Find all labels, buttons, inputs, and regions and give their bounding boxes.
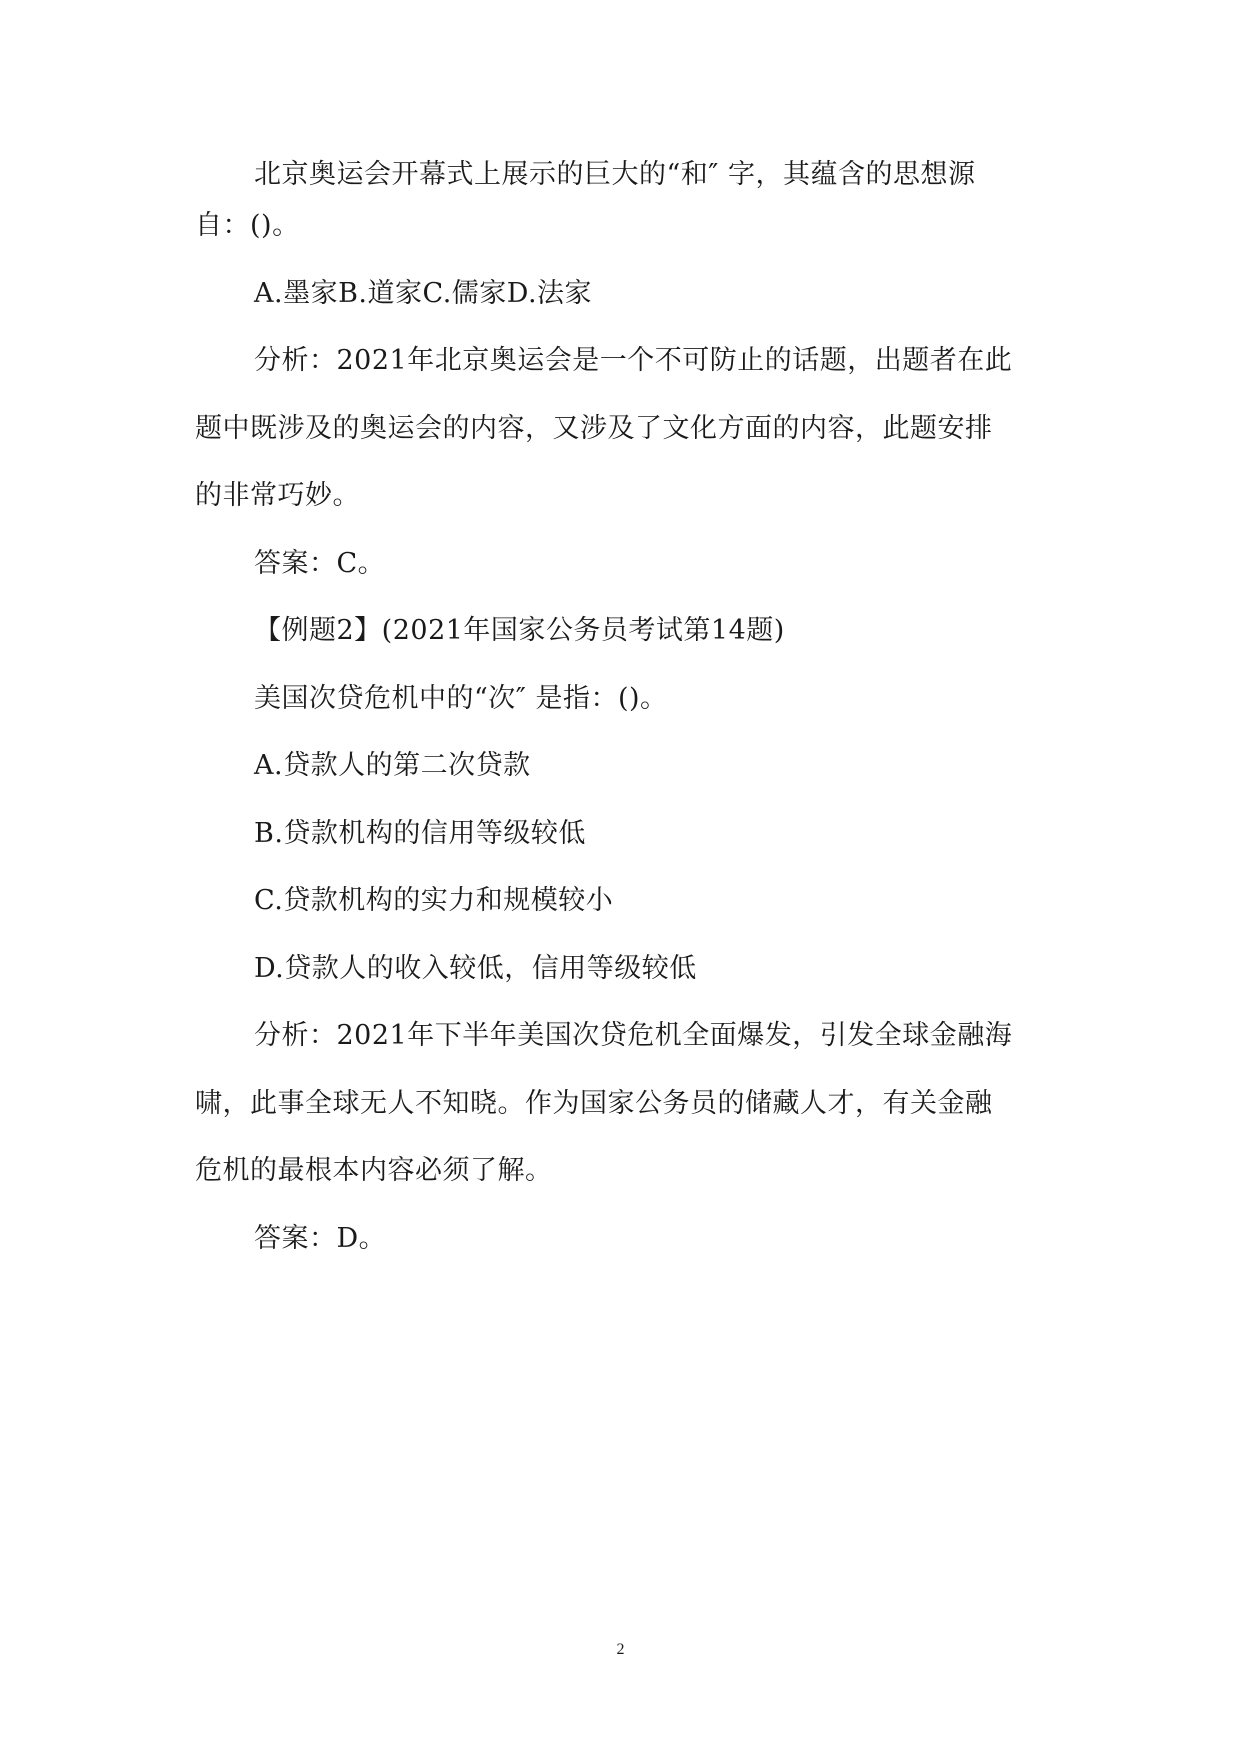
q1-stem-line-2: 自：()。 <box>195 210 300 241</box>
q1-stem-line-1: 北京奥运会开幕式上展示的巨大的“和″ 字，其蕴含的思想源 <box>254 159 976 190</box>
q1-answer: 答案：C。 <box>254 548 386 579</box>
q2-analysis-line-1: 分析：2021年下半年美国次贷危机全面爆发，引发全球金融海 <box>254 1020 1013 1051</box>
q2-option-c: C.贷款机构的实力和规模较小 <box>254 885 614 916</box>
q1-analysis-line-1: 分析：2021年北京奥运会是一个不可防止的话题，出题者在此 <box>254 345 1013 376</box>
q2-analysis-line-2: 啸，此事全球无人不知晓。作为国家公务员的储藏人才，有关金融 <box>195 1088 993 1119</box>
q2-heading: 【例题2】(2021年国家公务员考试第14题) <box>254 615 785 646</box>
q2-stem: 美国次贷危机中的“次″ 是指：()。 <box>254 683 668 714</box>
q2-answer: 答案：D。 <box>254 1223 387 1254</box>
q1-analysis-line-3: 的非常巧妙。 <box>195 480 360 511</box>
q2-option-b: B.贷款机构的信用等级较低 <box>254 818 586 849</box>
q2-analysis-line-3: 危机的最根本内容必须了解。 <box>195 1155 553 1186</box>
q2-option-a: A.贷款人的第二次贷款 <box>254 750 531 781</box>
q1-analysis-line-2: 题中既涉及的奥运会的内容，又涉及了文化方面的内容，此题安排 <box>195 413 993 444</box>
q2-option-d: D.贷款人的收入较低，信用等级较低 <box>254 953 697 984</box>
page-number: 2 <box>616 1641 625 1658</box>
q1-options: A.墨家B.道家C.儒家D.法家 <box>254 278 593 309</box>
